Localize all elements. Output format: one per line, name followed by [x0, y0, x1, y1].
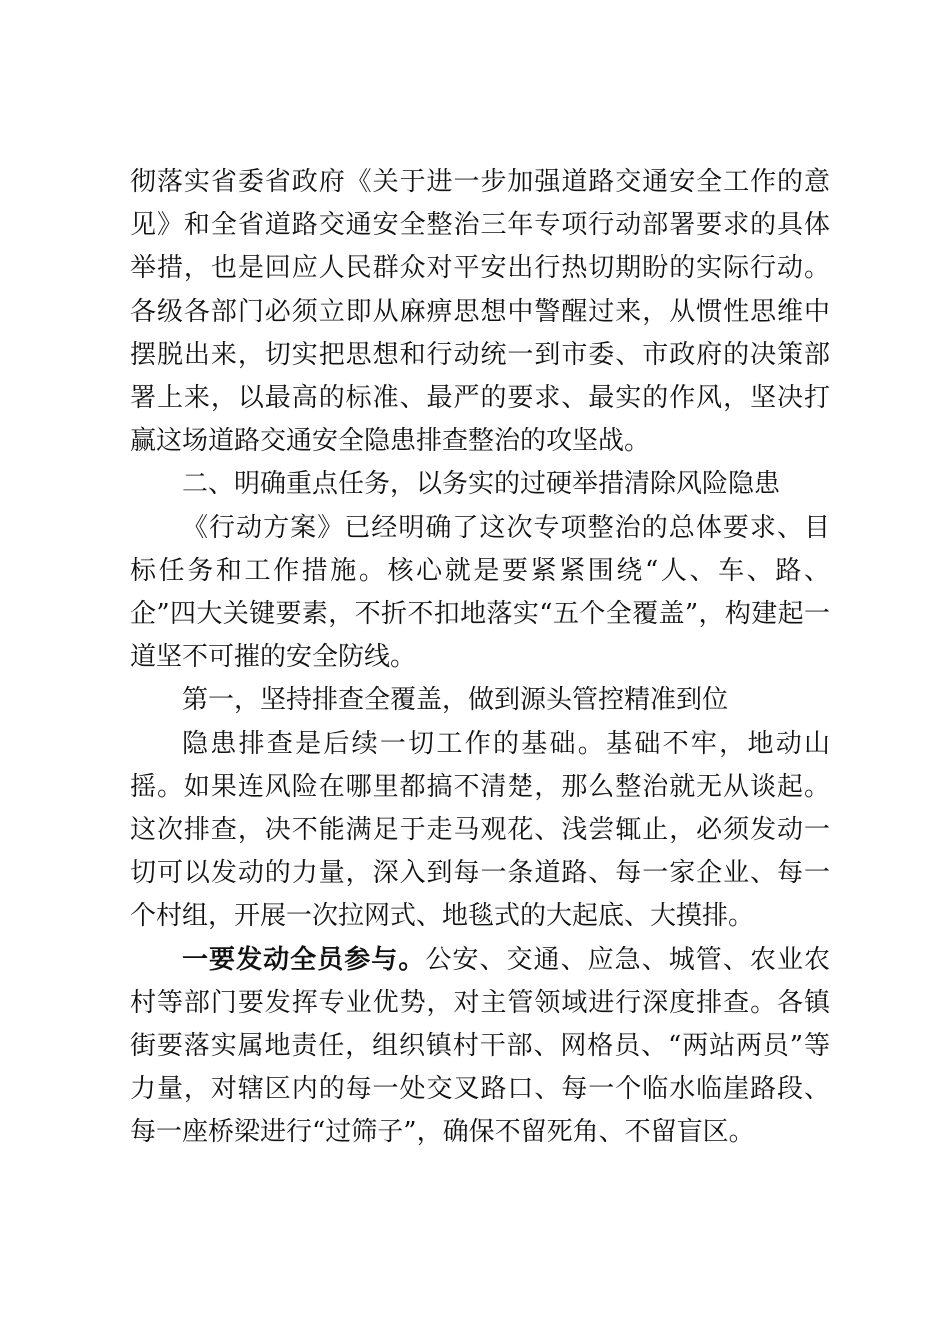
paragraph-mobilize-all — [130, 939, 830, 1155]
paragraph-body-text: 公安、交通、应急、城管、农业农村等部门要发挥专业优势，对主管领域进行深度排查。各镇街要落实属地责任，组织镇村干部、网格员、“两站两员”等力量，对辖区内的每一处交叉路口、每一个临水临崖路段、每一座桥梁进行“过筛子”，确保不留死角、不留盲区。 — [130, 944, 830, 1148]
document-body — [130, 161, 830, 1155]
bold-lead-text: 一要发动全员参与。 — [182, 944, 426, 975]
subsection-heading-first: 第一，坚持排查全覆盖，做到源头管控精准到位 — [182, 685, 729, 716]
paragraph-action-plan: 《行动方案》已经明确了这次专项整治的总体要求、目标任务和工作措施。核心就是要紧紧围绕“人、车、路、企”四大关键要素，不折不扣地落实“五个全覆盖”，构建起一道坚不可摧的安全防线。 — [130, 512, 830, 673]
paragraph-continuation: 彻落实省委省政府《关于进一步加强道路交通安全工作的意见》和全省道路交通安全整治三年专项行动部署要求的具体举措，也是回应人民群众对平安出行热切期盼的实际行动。各级各部门必须立即从麻痹思想中警醒过来，从惯性思维中摆脱出来，切实把思想和行动统一到市委、市政府的决策部署上来，以最高的标准、最严的要求、最实的作风，坚决打赢这场道路交通安全隐患排查整治的攻坚战。 — [130, 167, 830, 457]
paragraph-hazard-inspection: 隐患排查是后续一切工作的基础。基础不牢，地动山摇。如果连风险在哪里都搞不清楚，那么整治就无从谈起。这次排查，决不能满足于走马观花、浅尝辄止，必须发动一切可以发动的力量，深入到每一条道路、每一家企业、每一个村组，开展一次拉网式、地毯式的大起底、大摸排。 — [130, 728, 830, 932]
section-heading-two: 二、明确重点任务，以务实的过硬举措清除风险隐患 — [182, 469, 781, 500]
